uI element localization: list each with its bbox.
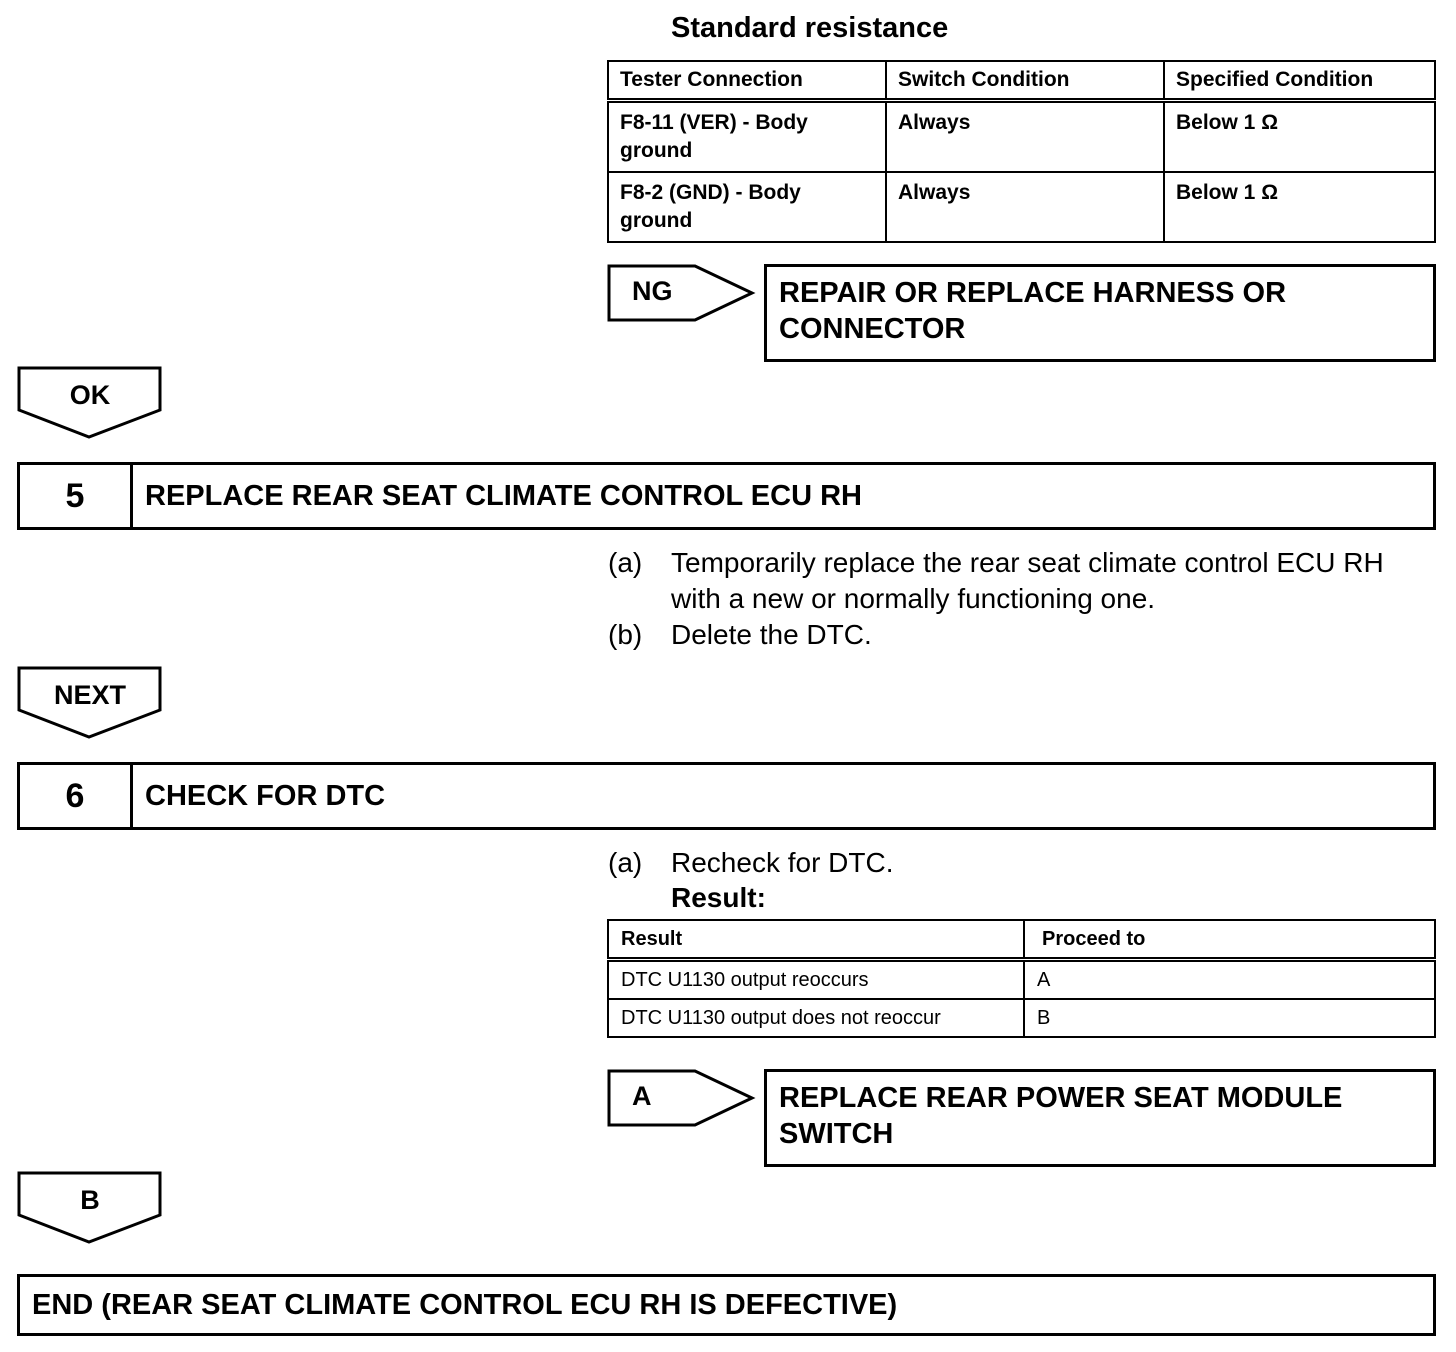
table-cell: Below 1 Ω — [1164, 172, 1435, 242]
table-row — [608, 101, 1435, 173]
ng-arrow-icon — [607, 264, 757, 322]
step-title: REPLACE REAR SEAT CLIMATE CONTROL ECU RH — [145, 479, 862, 512]
step6-item-a-text: Recheck for DTC. — [671, 847, 894, 878]
result-title: Result: — [671, 882, 766, 913]
ng-action-box: REPAIR OR REPLACE HARNESS OR CONNECTOR — [764, 264, 1436, 362]
result-table — [607, 919, 1436, 1038]
step-title: CHECK FOR DTC — [145, 779, 386, 812]
a-label: A — [632, 1081, 652, 1111]
standard-resistance-title: Standard resistance — [671, 12, 949, 44]
table-cell: DTC U1130 output does not reoccur — [608, 999, 1024, 1037]
table-row — [608, 960, 1435, 1000]
step6-item-a-marker: (a) — [608, 847, 643, 878]
table-cell: Below 1 Ω — [1164, 101, 1435, 173]
header-tester-connection: Tester Connection — [608, 61, 886, 101]
a-arrow-icon — [607, 1069, 757, 1127]
b-label: B — [80, 1185, 100, 1215]
header-switch-condition: Switch Condition — [886, 61, 1164, 101]
header-proceed-to: Proceed to — [1024, 920, 1435, 960]
table-cell: DTC U1130 output reoccurs — [608, 960, 1024, 1000]
header-specified-condition: Specified Condition — [1164, 61, 1435, 101]
table-cell: F8-11 (VER) - Body ground — [608, 101, 886, 173]
step5-item-b-text: Delete the DTC. — [671, 619, 872, 650]
step-number: 5 — [20, 465, 133, 527]
step-number: 6 — [20, 765, 133, 827]
ng-label: NG — [632, 276, 673, 306]
table-row — [608, 172, 1435, 242]
table-cell: Always — [886, 172, 1164, 242]
table-header-row — [608, 61, 1435, 101]
ok-label: OK — [69, 380, 111, 410]
step5-item-a-marker: (a) — [608, 547, 643, 578]
a-action-box: REPLACE REAR POWER SEAT MODULE SWITCH — [764, 1069, 1436, 1167]
next-label: NEXT — [53, 680, 126, 710]
table-row — [608, 999, 1435, 1037]
table-cell: B — [1024, 999, 1435, 1037]
step-5-bar — [17, 462, 1436, 530]
header-result: Result — [608, 920, 1024, 960]
end-box: END (REAR SEAT CLIMATE CONTROL ECU RH IS DEFECTIVE) — [17, 1274, 1436, 1336]
step5-item-b-marker: (b) — [608, 619, 643, 650]
table-header-row — [608, 920, 1435, 960]
step5-item-a-text: Temporarily replace the rear seat climate control ECU RH with a new or normally functioning one. — [671, 547, 1384, 614]
standard-resistance-table — [607, 60, 1436, 243]
table-cell: F8-2 (GND) - Body ground — [608, 172, 886, 242]
step-6-bar — [17, 762, 1436, 830]
table-cell: Always — [886, 101, 1164, 173]
table-cell: A — [1024, 960, 1435, 1000]
